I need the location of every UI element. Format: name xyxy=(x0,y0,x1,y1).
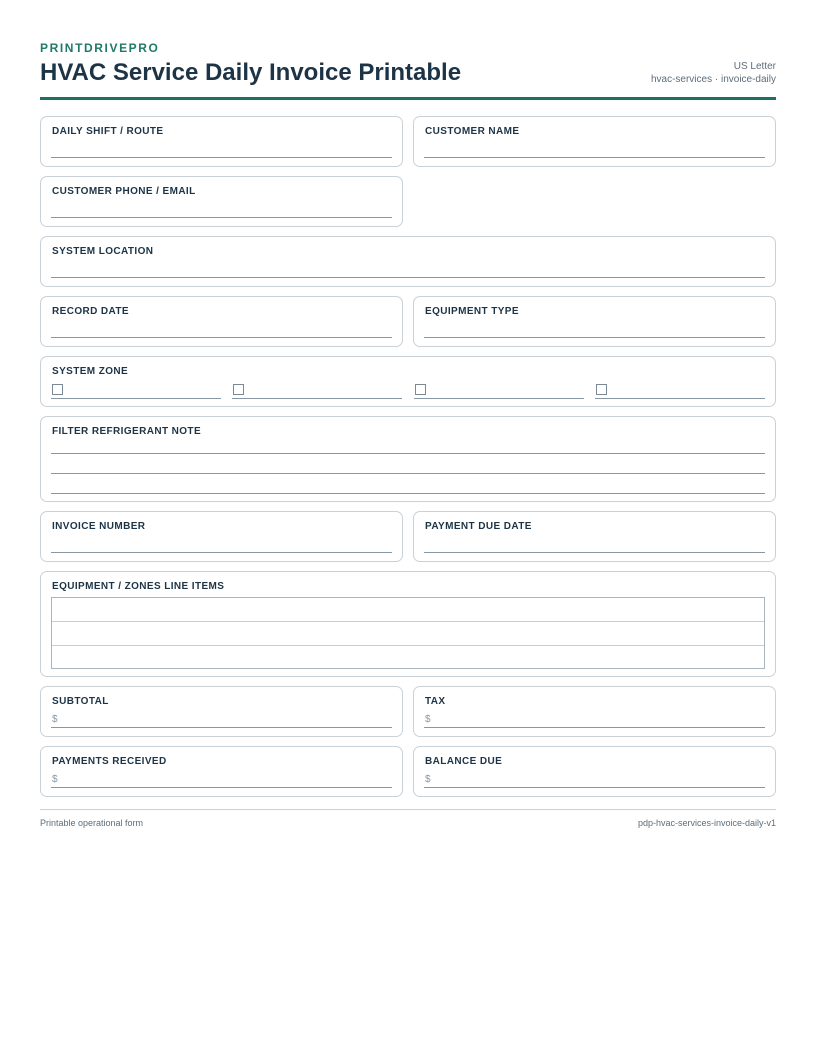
field-label: FILTER REFRIGERANT NOTE xyxy=(52,426,202,437)
form-tags: hvac-services · invoice-daily xyxy=(650,74,776,85)
system-zone-field xyxy=(40,356,776,407)
table-row-divider xyxy=(52,645,764,646)
page-meta xyxy=(651,60,776,86)
write-line[interactable] xyxy=(51,337,392,338)
zone-checkbox-2[interactable] xyxy=(233,384,244,395)
zone-checkbox-3[interactable] xyxy=(415,384,426,395)
write-line[interactable] xyxy=(51,727,392,728)
field-label: INVOICE NUMBER xyxy=(52,521,146,532)
write-line[interactable] xyxy=(51,787,392,788)
zone-line-2[interactable] xyxy=(232,398,402,399)
customer-name-field[interactable] xyxy=(413,116,776,167)
record-date-field[interactable] xyxy=(40,296,403,347)
customer-phone-email-field[interactable] xyxy=(40,176,403,227)
write-line[interactable] xyxy=(424,552,765,553)
filter-refrigerant-note-field[interactable] xyxy=(40,416,776,502)
table-row-divider xyxy=(52,621,764,622)
invoice-number-field[interactable] xyxy=(40,511,403,562)
currency-symbol: $ xyxy=(52,714,58,725)
zone-checkbox-4[interactable] xyxy=(596,384,607,395)
write-line[interactable] xyxy=(424,727,765,728)
write-line[interactable] xyxy=(51,157,392,158)
field-label: PAYMENT DUE DATE xyxy=(425,521,532,532)
system-location-field[interactable] xyxy=(40,236,776,287)
footer-left-text: Printable operational form xyxy=(40,818,144,828)
field-label: EQUIPMENT / ZONES LINE ITEMS xyxy=(52,581,225,592)
zone-line-1[interactable] xyxy=(51,398,221,399)
field-label: DAILY SHIFT / ROUTE xyxy=(52,126,164,137)
zone-line-4[interactable] xyxy=(595,398,765,399)
tax-field[interactable] xyxy=(413,686,776,737)
write-line[interactable] xyxy=(51,217,392,218)
equipment-type-field[interactable] xyxy=(413,296,776,347)
write-line[interactable] xyxy=(424,157,765,158)
currency-symbol: $ xyxy=(52,774,58,785)
daily-shift-route-field[interactable] xyxy=(40,116,403,167)
zone-line-3[interactable] xyxy=(414,398,584,399)
line-items-table xyxy=(51,597,765,669)
header-divider xyxy=(40,97,776,100)
field-label: EQUIPMENT TYPE xyxy=(425,306,519,317)
note-line-1[interactable] xyxy=(51,453,765,454)
field-label: CUSTOMER NAME xyxy=(425,126,520,137)
field-label: SYSTEM LOCATION xyxy=(52,246,154,257)
subtotal-field[interactable] xyxy=(40,686,403,737)
write-line[interactable] xyxy=(424,787,765,788)
field-label: RECORD DATE xyxy=(52,306,129,317)
field-label: CUSTOMER PHONE / EMAIL xyxy=(52,186,196,197)
payment-due-date-field[interactable] xyxy=(413,511,776,562)
footer-form-id: pdp-hvac-services-invoice-daily-v1 xyxy=(637,818,776,828)
balance-due-field[interactable] xyxy=(413,746,776,797)
page-title: HVAC Service Daily Invoice Printable xyxy=(40,59,462,86)
field-label: TAX xyxy=(425,696,446,707)
field-label: SYSTEM ZONE xyxy=(52,366,129,377)
note-line-3[interactable] xyxy=(51,493,765,494)
field-label: PAYMENTS RECEIVED xyxy=(52,756,167,767)
footer-divider xyxy=(40,809,776,810)
note-line-2[interactable] xyxy=(51,473,765,474)
line-items-section xyxy=(40,571,776,677)
field-label: BALANCE DUE xyxy=(425,756,503,767)
write-line[interactable] xyxy=(51,552,392,553)
brand-name: PRINTDRIVEPRO xyxy=(40,41,160,55)
field-label: SUBTOTAL xyxy=(52,696,109,707)
currency-symbol: $ xyxy=(425,774,431,785)
write-line[interactable] xyxy=(51,277,765,278)
paper-size: US Letter xyxy=(733,61,776,72)
zone-checkbox-1[interactable] xyxy=(52,384,63,395)
write-line[interactable] xyxy=(424,337,765,338)
currency-symbol: $ xyxy=(425,714,431,725)
payments-received-field[interactable] xyxy=(40,746,403,797)
